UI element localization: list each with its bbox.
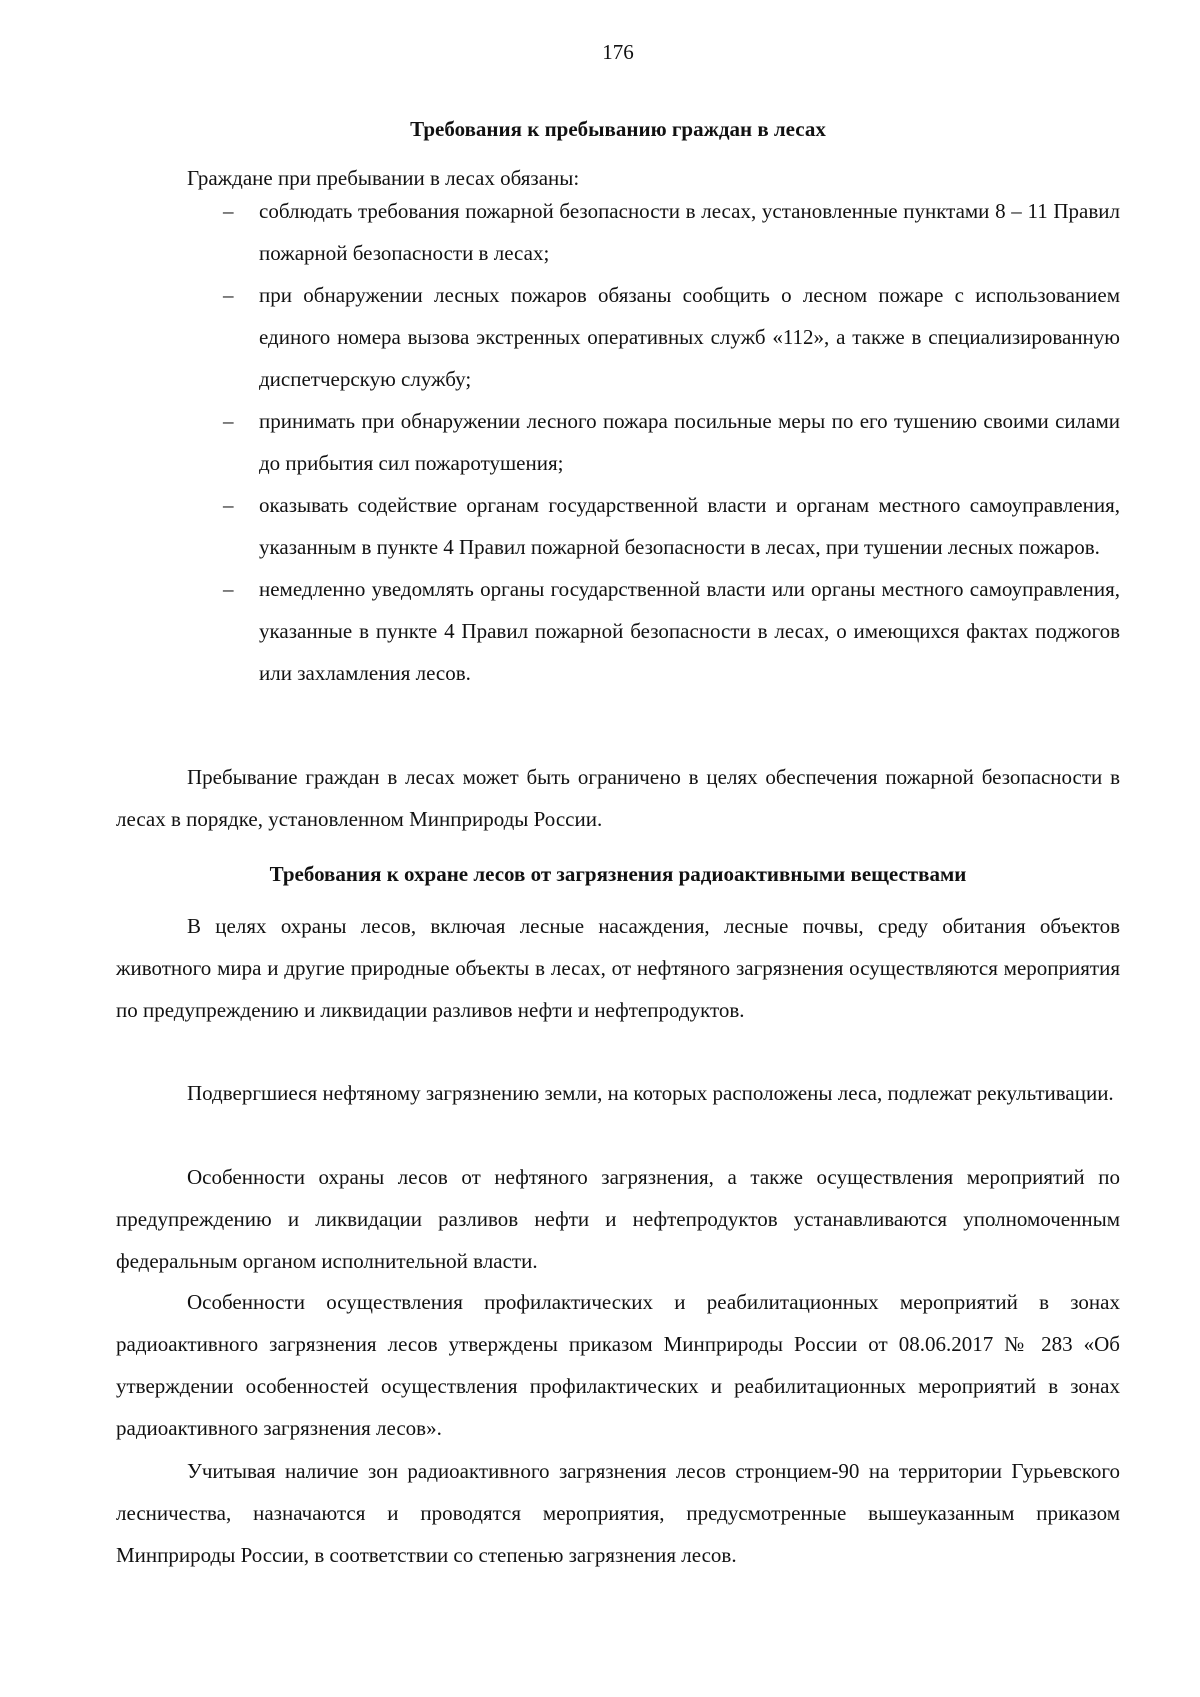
list-item: – при обнаружении лесных пожаров обязаны сообщить о лесном пожаре с использованием единого номера вызова экстренных оперативных служб «112», а также в специализированную диспетчерскую службу; xyxy=(223,274,1120,400)
list-item: – оказывать содействие органам государственной власти и органам местного самоуправления, указанным в пункте 4 Правил пожарной безопасности в лесах, при тушении лесных пожаров. xyxy=(223,484,1120,568)
section1-closing: Пребывание граждан в лесах может быть ограничено в целях обеспечения пожарной безопасности в лесах в порядке, установленном Минприроды России. xyxy=(116,765,1120,831)
section2-paragraph: Учитывая наличие зон радиоактивного загрязнения лесов стронцием-90 на территории Гурьевского лесничества, назначаются и проводятся мероприятия, предусмотренные вышеуказанным приказом Минприроды России, в соответствии со степенью загрязнения лесов. xyxy=(116,1459,1120,1567)
list-marker: – xyxy=(223,283,234,307)
section1-intro: Граждане при пребывании в лесах обязаны: xyxy=(187,166,580,190)
list-marker: – xyxy=(223,199,234,223)
section2-paragraph: В целях охраны лесов, включая лесные насаждения, лесные почвы, среду обитания объектов животного мира и другие природные объекты в лесах, от нефтяного загрязнения осуществляются мероприятия по предупреждению и ликвидации разливов нефти и нефтепродуктов. xyxy=(116,914,1120,1022)
list-item: – соблюдать требования пожарной безопасности в лесах, установленные пунктами 8 – 11 Правил пожарной безопасности в лесах; xyxy=(223,190,1120,274)
section2-paragraph: Особенности охраны лесов от нефтяного загрязнения, а также осуществления мероприятий по предупреждению и ликвидации разливов нефти и нефтепродуктов устанавливаются уполномоченным федеральным органом исполнительной власти. xyxy=(116,1165,1120,1273)
list-marker: – xyxy=(223,577,234,601)
section-title-radioactive-pollution: Требования к охране лесов от загрязнения радиоактивными веществами xyxy=(269,862,967,886)
section2-paragraph: Подвергшиеся нефтяному загрязнению земли, на которых расположены леса, подлежат рекультивации. xyxy=(187,1081,1114,1105)
list-item: – принимать при обнаружении лесного пожара посильные меры по его тушению своими силами до прибытия сил пожаротушения; xyxy=(223,400,1120,484)
page-number: 176 xyxy=(602,40,634,64)
section-title-citizens-in-forests: Требования к пребыванию граждан в лесах xyxy=(410,117,826,141)
obligations-list xyxy=(223,190,1120,694)
list-marker: – xyxy=(223,493,234,517)
section2-paragraph: Особенности осуществления профилактических и реабилитационных мероприятий в зонах радиоактивного загрязнения лесов утверждены приказом Минприроды России от 08.06.2017 № 283 «Об утверждении особенностей осуществления профилактических и реабилитационных мероприятий в зонах радиоактивного загрязнения лесов». xyxy=(116,1290,1120,1440)
list-marker: – xyxy=(223,409,234,433)
list-item: – немедленно уведомлять органы государственной власти или органы местного самоуправления, указанные в пункте 4 Правил пожарной безопасности в лесах, о имеющихся фактах поджогов или захламления лесов. xyxy=(223,568,1120,694)
